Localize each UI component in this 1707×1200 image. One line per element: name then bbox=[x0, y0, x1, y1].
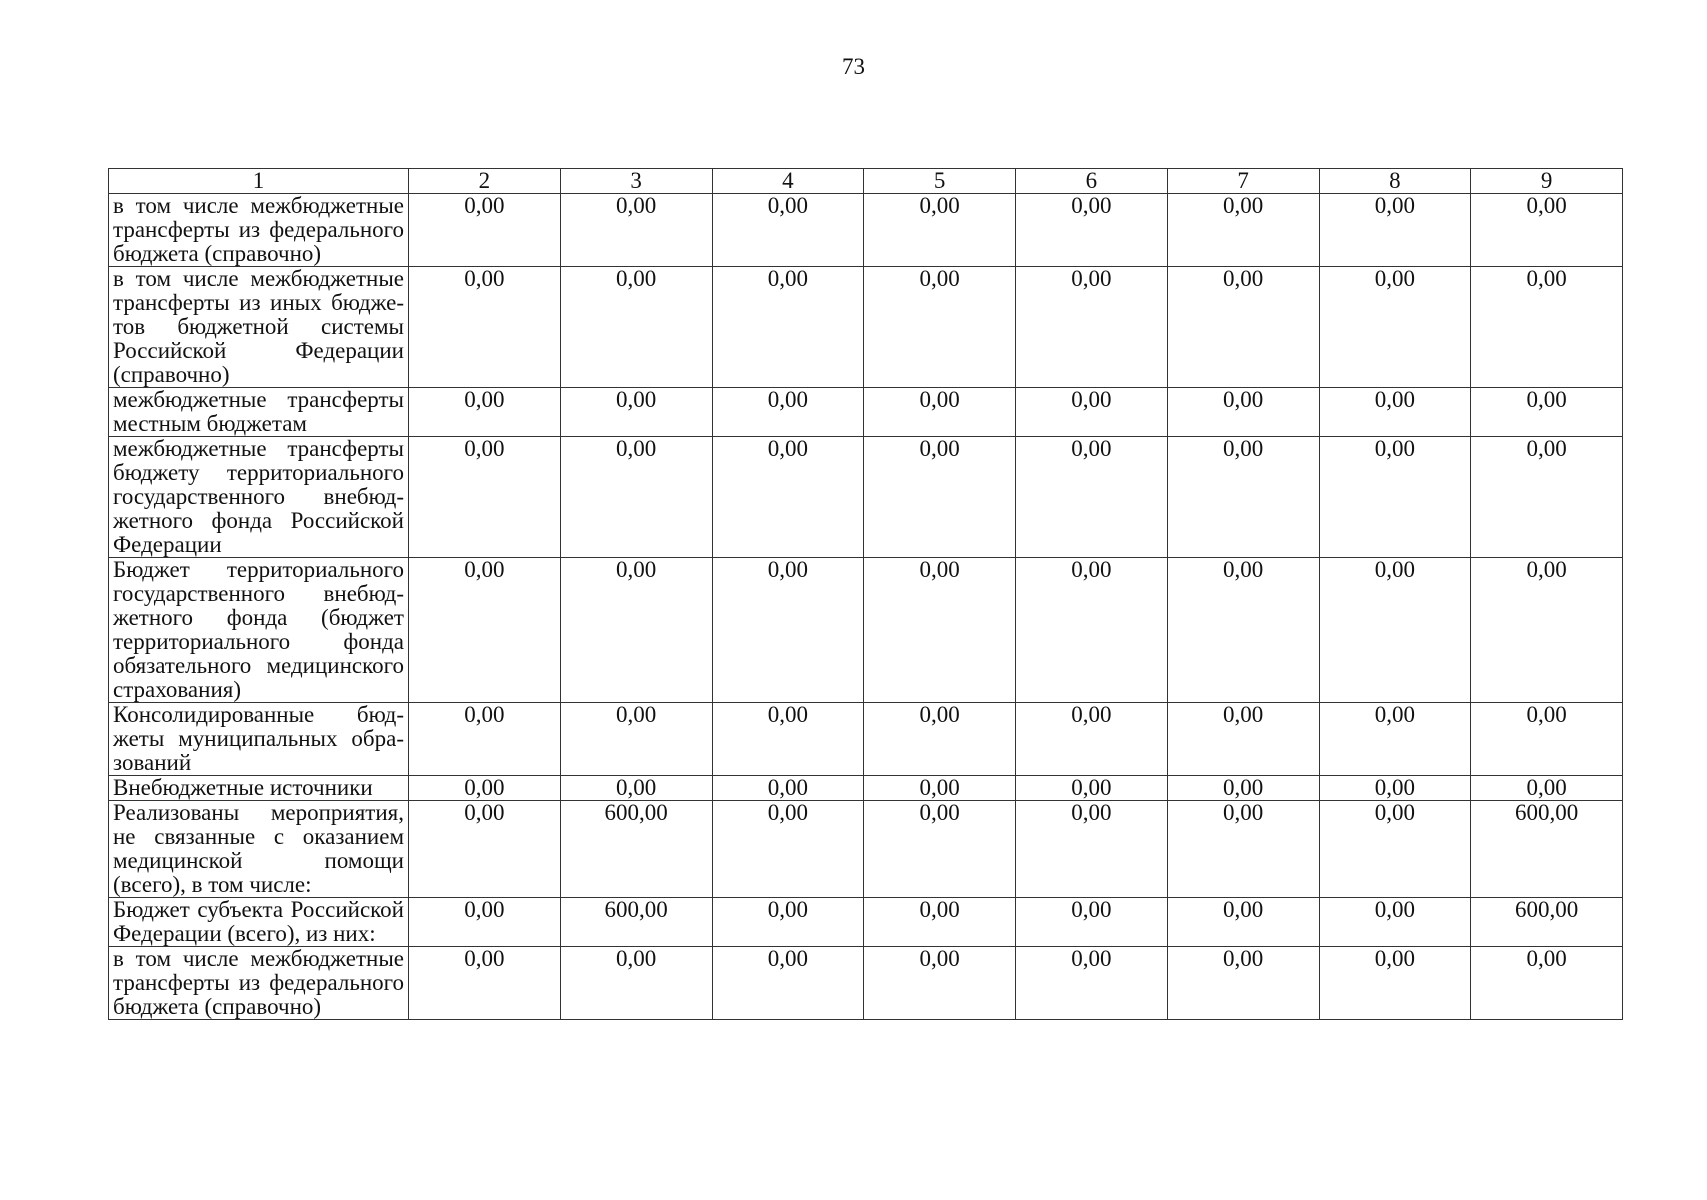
table-row bbox=[109, 437, 1623, 558]
column-number-5: 5 bbox=[864, 169, 1016, 194]
value-cell-col-6: 0,00 bbox=[1016, 898, 1168, 947]
value-cell-col-9: 0,00 bbox=[1471, 947, 1623, 1020]
value-cell-col-5: 0,00 bbox=[864, 194, 1016, 267]
value-cell-col-9: 0,00 bbox=[1471, 703, 1623, 776]
value-cell-col-3: 0,00 bbox=[560, 776, 712, 801]
value-cell-col-2: 0,00 bbox=[409, 437, 561, 558]
value-cell-col-7: 0,00 bbox=[1167, 898, 1319, 947]
budget-table bbox=[108, 168, 1623, 1020]
value-cell-col-7: 0,00 bbox=[1167, 947, 1319, 1020]
row-label: Реализованы мероприятия, не связанные с оказанием медицинской помощи (всего), в том числе: bbox=[109, 801, 409, 898]
value-cell-col-6: 0,00 bbox=[1016, 776, 1168, 801]
value-cell-col-5: 0,00 bbox=[864, 267, 1016, 388]
value-cell-col-3: 0,00 bbox=[560, 437, 712, 558]
value-cell-col-9: 0,00 bbox=[1471, 267, 1623, 388]
value-cell-col-5: 0,00 bbox=[864, 437, 1016, 558]
value-cell-col-9: 600,00 bbox=[1471, 801, 1623, 898]
value-cell-col-7: 0,00 bbox=[1167, 437, 1319, 558]
page-number: 73 bbox=[842, 54, 865, 79]
value-cell-col-5: 0,00 bbox=[864, 558, 1016, 703]
column-number-7: 7 bbox=[1167, 169, 1319, 194]
value-cell-col-2: 0,00 bbox=[409, 267, 561, 388]
value-cell-col-8: 0,00 bbox=[1319, 898, 1471, 947]
value-cell-col-9: 0,00 bbox=[1471, 388, 1623, 437]
value-cell-col-3: 0,00 bbox=[560, 388, 712, 437]
row-label: в том числе межбюджетные трансферты из федерального бюджета (справочно) bbox=[109, 947, 409, 1020]
table-row bbox=[109, 703, 1623, 776]
value-cell-col-6: 0,00 bbox=[1016, 388, 1168, 437]
value-cell-col-3: 0,00 bbox=[560, 703, 712, 776]
value-cell-col-4: 0,00 bbox=[712, 437, 864, 558]
table-row bbox=[109, 558, 1623, 703]
value-cell-col-4: 0,00 bbox=[712, 801, 864, 898]
table-body bbox=[109, 194, 1623, 1020]
value-cell-col-7: 0,00 bbox=[1167, 801, 1319, 898]
value-cell-col-4: 0,00 bbox=[712, 947, 864, 1020]
value-cell-col-7: 0,00 bbox=[1167, 558, 1319, 703]
value-cell-col-5: 0,00 bbox=[864, 801, 1016, 898]
value-cell-col-9: 0,00 bbox=[1471, 558, 1623, 703]
value-cell-col-2: 0,00 bbox=[409, 801, 561, 898]
row-label: Консолидированные бюджеты муниципальных образований bbox=[109, 703, 409, 776]
table-row bbox=[109, 898, 1623, 947]
value-cell-col-3: 600,00 bbox=[560, 898, 712, 947]
value-cell-col-4: 0,00 bbox=[712, 776, 864, 801]
row-label: межбюджетные трансферты бюджету территориального государственного внебюджетного фонда Российской Федерации bbox=[109, 437, 409, 558]
value-cell-col-5: 0,00 bbox=[864, 947, 1016, 1020]
table-row bbox=[109, 776, 1623, 801]
value-cell-col-2: 0,00 bbox=[409, 947, 561, 1020]
row-label: в том числе межбюджетные трансферты из иных бюджетов бюджетной системы Российской Федерации (справочно) bbox=[109, 267, 409, 388]
column-number-8: 8 bbox=[1319, 169, 1471, 194]
value-cell-col-2: 0,00 bbox=[409, 558, 561, 703]
column-number-3: 3 bbox=[560, 169, 712, 194]
value-cell-col-3: 0,00 bbox=[560, 947, 712, 1020]
column-number-1: 1 bbox=[109, 169, 409, 194]
row-label: межбюджетные трансферты местным бюджетам bbox=[109, 388, 409, 437]
value-cell-col-3: 0,00 bbox=[560, 558, 712, 703]
value-cell-col-3: 0,00 bbox=[560, 267, 712, 388]
value-cell-col-2: 0,00 bbox=[409, 898, 561, 947]
row-label: Внебюджетные источники bbox=[109, 776, 409, 801]
value-cell-col-8: 0,00 bbox=[1319, 776, 1471, 801]
value-cell-col-8: 0,00 bbox=[1319, 267, 1471, 388]
value-cell-col-2: 0,00 bbox=[409, 388, 561, 437]
table-row bbox=[109, 388, 1623, 437]
value-cell-col-6: 0,00 bbox=[1016, 437, 1168, 558]
value-cell-col-4: 0,00 bbox=[712, 558, 864, 703]
column-number-4: 4 bbox=[712, 169, 864, 194]
value-cell-col-6: 0,00 bbox=[1016, 801, 1168, 898]
value-cell-col-5: 0,00 bbox=[864, 776, 1016, 801]
value-cell-col-9: 600,00 bbox=[1471, 898, 1623, 947]
value-cell-col-6: 0,00 bbox=[1016, 558, 1168, 703]
table-row bbox=[109, 194, 1623, 267]
value-cell-col-7: 0,00 bbox=[1167, 267, 1319, 388]
value-cell-col-8: 0,00 bbox=[1319, 437, 1471, 558]
value-cell-col-4: 0,00 bbox=[712, 898, 864, 947]
table-row bbox=[109, 947, 1623, 1020]
column-number-6: 6 bbox=[1016, 169, 1168, 194]
value-cell-col-5: 0,00 bbox=[864, 703, 1016, 776]
value-cell-col-8: 0,00 bbox=[1319, 801, 1471, 898]
value-cell-col-6: 0,00 bbox=[1016, 947, 1168, 1020]
value-cell-col-2: 0,00 bbox=[409, 776, 561, 801]
value-cell-col-8: 0,00 bbox=[1319, 194, 1471, 267]
value-cell-col-7: 0,00 bbox=[1167, 194, 1319, 267]
value-cell-col-7: 0,00 bbox=[1167, 703, 1319, 776]
value-cell-col-3: 600,00 bbox=[560, 801, 712, 898]
row-label: Бюджет субъекта Российской Федерации (всего), из них: bbox=[109, 898, 409, 947]
column-number-9: 9 bbox=[1471, 169, 1623, 194]
value-cell-col-6: 0,00 bbox=[1016, 194, 1168, 267]
value-cell-col-5: 0,00 bbox=[864, 898, 1016, 947]
value-cell-col-9: 0,00 bbox=[1471, 776, 1623, 801]
value-cell-col-7: 0,00 bbox=[1167, 776, 1319, 801]
value-cell-col-7: 0,00 bbox=[1167, 388, 1319, 437]
value-cell-col-8: 0,00 bbox=[1319, 558, 1471, 703]
column-number-row bbox=[109, 169, 1623, 194]
value-cell-col-4: 0,00 bbox=[712, 388, 864, 437]
value-cell-col-4: 0,00 bbox=[712, 703, 864, 776]
value-cell-col-8: 0,00 bbox=[1319, 388, 1471, 437]
value-cell-col-6: 0,00 bbox=[1016, 703, 1168, 776]
value-cell-col-8: 0,00 bbox=[1319, 703, 1471, 776]
value-cell-col-2: 0,00 bbox=[409, 703, 561, 776]
table-row bbox=[109, 801, 1623, 898]
table-row bbox=[109, 267, 1623, 388]
value-cell-col-9: 0,00 bbox=[1471, 194, 1623, 267]
row-label: Бюджет территориального государственного внебюджетного фонда (бюджет территориального фонда обязательного медицинского страхования) bbox=[109, 558, 409, 703]
column-number-2: 2 bbox=[409, 169, 561, 194]
value-cell-col-4: 0,00 bbox=[712, 194, 864, 267]
value-cell-col-5: 0,00 bbox=[864, 388, 1016, 437]
value-cell-col-9: 0,00 bbox=[1471, 437, 1623, 558]
value-cell-col-8: 0,00 bbox=[1319, 947, 1471, 1020]
value-cell-col-2: 0,00 bbox=[409, 194, 561, 267]
row-label: в том числе межбюджетные трансферты из федерального бюджета (справочно) bbox=[109, 194, 409, 267]
value-cell-col-3: 0,00 bbox=[560, 194, 712, 267]
value-cell-col-6: 0,00 bbox=[1016, 267, 1168, 388]
value-cell-col-4: 0,00 bbox=[712, 267, 864, 388]
